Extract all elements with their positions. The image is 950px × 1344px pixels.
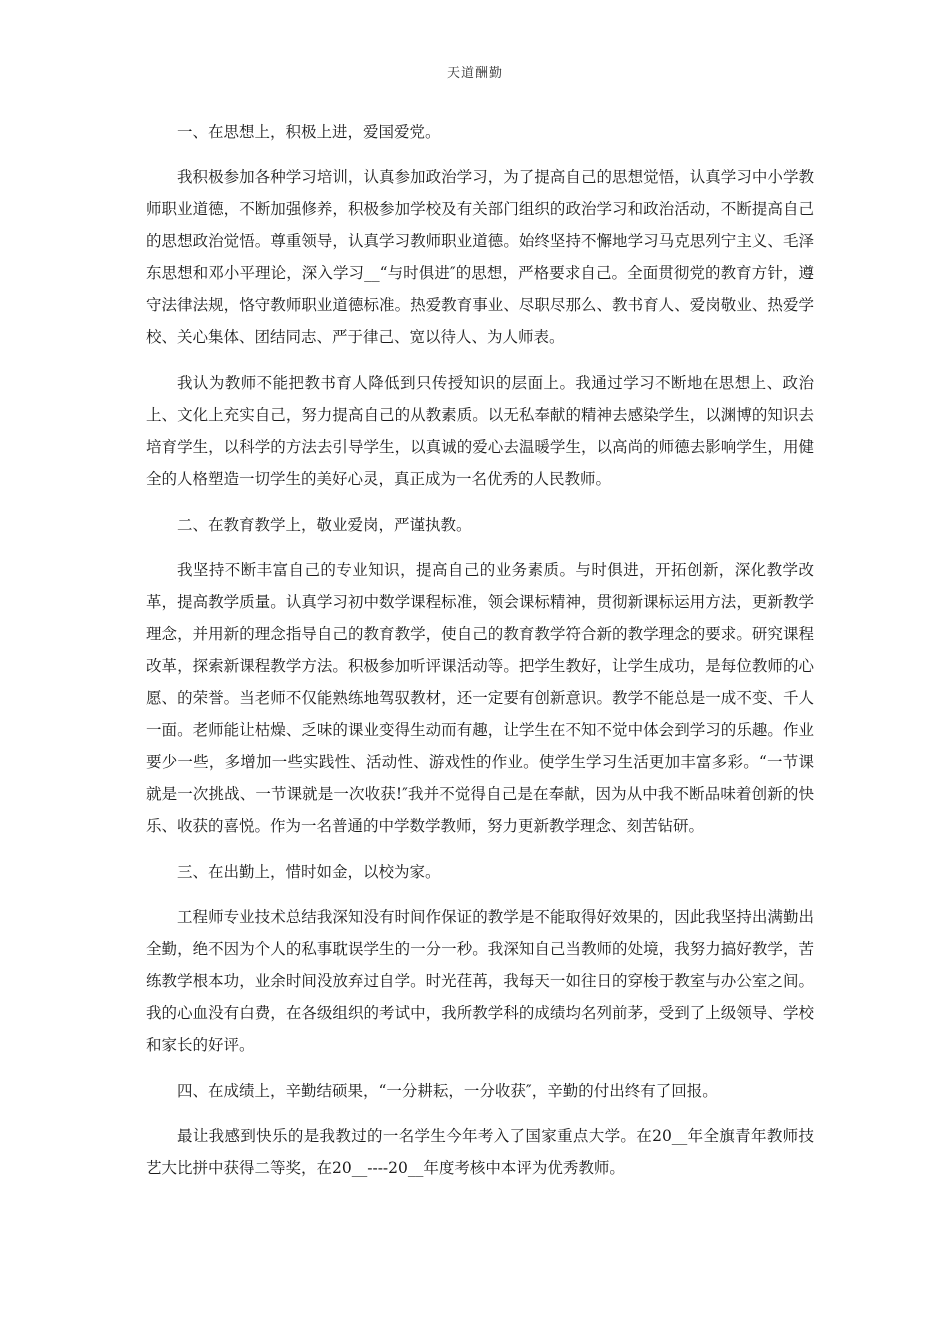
body-paragraph: 我积极参加各种学习培训，认真参加政治学习，为了提高自己的思想觉悟，认真学习中小学教师职业道德，不断加强修养，积极参加学校及有关部门组织的政治学习和政治活动，不断提高自己的思想政治觉悟。尊重领导，认真学习教师职业道德。始终坚持不懈地学习马克思列宁主义、毛泽东思想和邓小平理论，深入学习__“与时俱进″的思想，严格要求自己。全面贯彻党的教育方针，遵守法律法规，恪守教师职业道德标准。热爱教育事业、尽职尽那么、教书育人、爱岗敬业、热爱学校、关心集体、团结同志、严于律己、宽以待人、为人师表。 [146,168,814,346]
section-heading-2: 二、在教育教学上，敬业爱岗，严谨执教。 [177,516,472,534]
section-heading-3: 三、在出勤上，惜时如金，以校为家。 [177,863,441,881]
running-header: 天道酬勤 [446,66,503,81]
section-heading-4: 四、在成绩上，辛勤结硕果，“一分耕耘，一分收获″，辛勤的付出终有了回报。 [177,1082,718,1100]
document-body [146,116,814,1198]
body-paragraph: 我坚持不断丰富自己的专业知识，提高自己的业务素质。与时俱进，开拓创新，深化教学改革，提高教学质量。认真学习初中数学课程标准，领会课标精神，贯彻新课标运用方法，更新教学理念，并用新的理念指导自己的教育教学，使自己的教育教学符合新的教学理念的要求。研究课程改革，探索新课程教学方法。积极参加听评课活动等。把学生教好，让学生成功，是每位教师的心愿、的荣誉。当老师不仅能熟练地驾驭教材，还一定要有创新意识。教学不能总是一成不变、千人一面。老师能让枯燥、乏味的课业变得生动而有趣，让学生在不知不觉中体会到学习的乐趣。作业要少一些，多增加一些实践性、活动性、游戏性的作业。使学生学习生活更加丰富多彩。“一节课就是一次挑战、一节课就是一次收获!″我并不觉得自己是在奉献，因为从中我不断品味着创新的快乐、收获的喜悦。作为一名普通的中学数学教师，努力更新教学理念、刻苦钻研。 [146,561,814,835]
section-heading-1: 一、在思想上，积极上进，爱国爱党。 [177,123,441,141]
body-paragraph: 我认为教师不能把教书育人降低到只传授知识的层面上。我通过学习不断地在思想上、政治上、文化上充实自己，努力提高自己的从教素质。以无私奉献的精神去感染学生，以渊博的知识去培育学生，以科学的方法去引导学生，以真诚的爱心去温暖学生，以高尚的师德去影响学生，用健全的人格塑造一切学生的美好心灵，真正成为一名优秀的人民教师。 [146,374,814,488]
body-paragraph: 工程师专业技术总结我深知没有时间作保证的教学是不能取得好效果的，因此我坚持出满勤出全勤，绝不因为个人的私事耽误学生的一分一秒。我深知自己当教师的处境，我努力搞好教学，苦练教学根本功，业余时间没放弃过自学。时光荏苒，我每天一如往日的穿梭于教室与办公室之间。我的心血没有白费，在各级组织的考试中，我所教学科的成绩均名列前茅，受到了上级领导、学校和家长的好评。 [146,908,814,1054]
body-paragraph: 最让我感到快乐的是我教过的一名学生今年考入了国家重点大学。在20__年全旗青年教师技艺大比拼中获得二等奖，在20__----20__年度考核中本评为优秀教师。 [146,1127,814,1177]
